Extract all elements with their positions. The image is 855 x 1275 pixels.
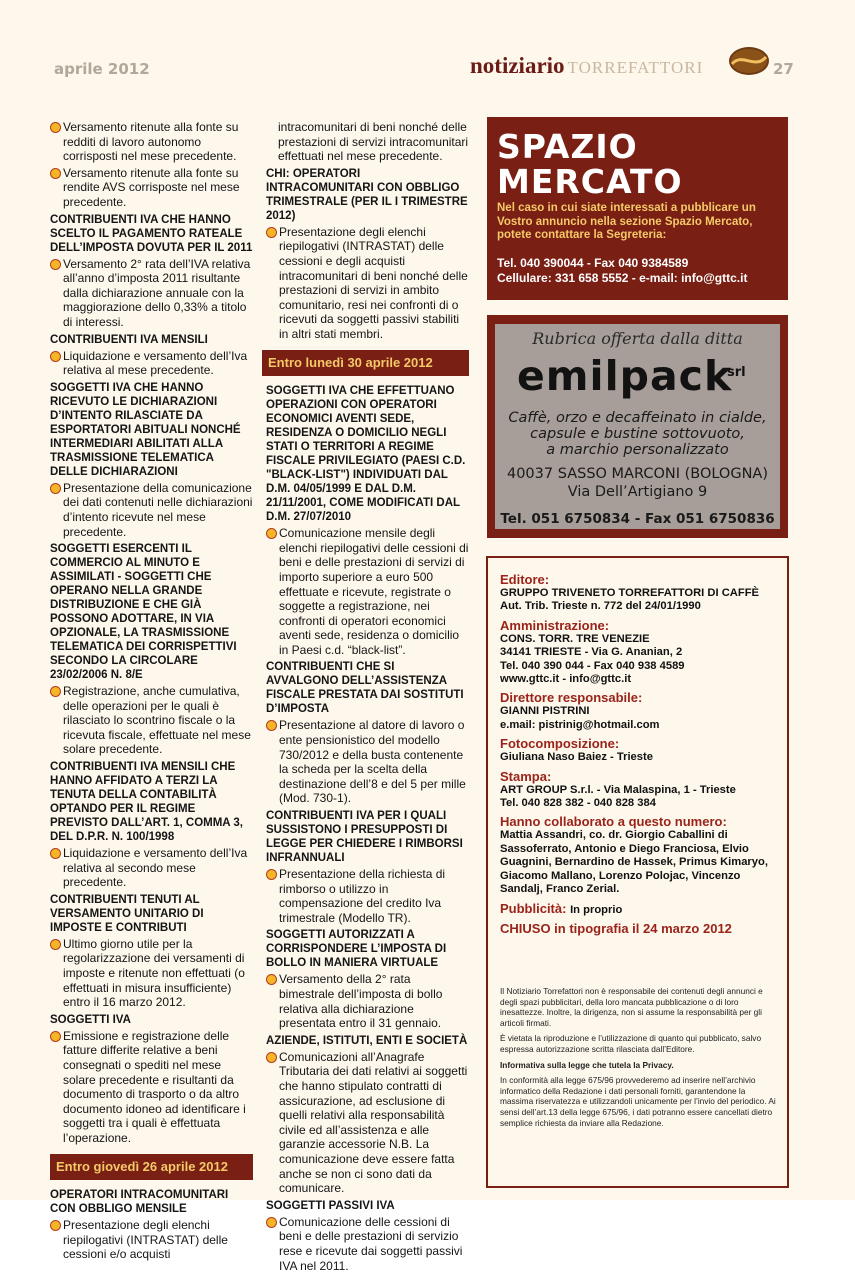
masthead-name: notiziario [470,53,565,78]
bullet-icon [50,168,61,179]
list-item: Comunicazioni all’Anagrafe Tributaria dei dati relativi ai soggetti che hanno stipulato contratti di assicurazione, ad esclusione di quelli relativi alla responsabilità civile ed all’assistenza e alle garanzie accessorie N.B. La comunicazione deve essere fatta anche se non ci sono dati da comunicare. [266,1050,469,1196]
list-item: Presentazione degli elenchi riepilogativi (INTRASTAT) delle cessioni e degli acquisti intracomunitari di beni nonché delle prestazioni di servizi in ambito comunitario, resi nei confronti di o ricevuti da soggetti passivi stabiliti in altri stati membri. [266,225,469,342]
list-item: Registrazione, anche cumulativa, delle operazioni per le quali è rilasciato lo scontrino fiscale o la ricevuta fiscale, effettuate nel mese solare precedente. [50,684,253,757]
bullet-icon [50,351,61,362]
advertisement-frame [487,315,788,538]
list-item: Presentazione della comunicazione dei dati contenuti nelle dichiarazioni d’intento ricevute nel mese precedente. [50,481,253,539]
pubblicita-line: Pubblicità: In proprio [500,900,623,916]
section-heading: SOGGETTI IVA [50,1013,131,1026]
section-heading: SOGGETTI AUTORIZZATI A CORRISPONDERE L’IMPOSTA DI BOLLO IN MANIERA VIRTUALE [266,929,447,970]
ad-phone: Tel. 051 6750834 - Fax 051 6750836 [500,511,775,527]
bullet-icon [50,1220,61,1231]
disclaimer: Il Notiziario Torrefattori non è responsabile dei contenuti degli annunci e degli spazi pubblicitari, della loro mancata pubblicazione o di loro inesattezze. Inoltre, la dirigenza, non si assume la responsabilità per gli articoli firmati. È vietata la riproduzione e l’utilizzazione di quanto qui pubblicato, salvo espressa autorizzazione scritta rilasciata dall’Editore. Informativa sulla legge che tutela la Privacy. In conformità alla legge 675/96 provvederemo ad inserire nell’archivio informatico della Redazione i dati personali forniti, garantendone la massima riservatezza e utilizzandoli unicamente per l’invio del periodico. Ai sensi dell’art.13 della legge 675/96, i dati potranno essere cancellati dietro semplice richiesta da inviare alla Redazione. [500,986,776,1128]
section-heading: CONTRIBUENTI IVA PER I QUALI SUSSISTONO I PRESUPPOSTI DI LEGGE PER CHIEDERE I RIMBORSI INFRANNUALI [266,810,463,865]
section-heading: SOGGETTI ESERCENTI IL COMMERCIO AL MINUTO E ASSIMILATI - SOGGETTI CHE OPERANO NELLA GRANDE DISTRIBUZIONE E CHE GIÀ POSSONO ADOTTARE, IN VIA OPZIONALE, LA TRASMISSIONE TELEMATICA DEI CORRISPETTIVI SECONDO LA CIRCOLARE 23/02/2006 N. 8/E [50,543,237,682]
editore-heading: Editore: [500,572,550,587]
stampa-heading: Stampa: [500,768,552,784]
list-item: Liquidazione e versamento dell’Iva relativa al mese precedente. [50,349,253,378]
list-item: Versamento ritenute alla fonte su redditi di lavoro autonomo corrisposti nel mese precedente. [50,120,253,164]
list-item: Versamento ritenute alla fonte su rendite AVS corrisposte nel mese precedente. [50,166,253,210]
section-heading: CONTRIBUENTI IVA MENSILI [50,333,208,346]
list-item: Versamento 2° rata dell’IVA relativa all’anno d’imposta 2011 risultante dalla dichiarazione annuale con la maggiorazione dello 0,33% a titolo di interessi. [50,257,253,330]
colophon-content: Editore: GRUPPO TRIVENETO TORREFATTORI DI CAFFÈ Aut. Trib. Trieste n. 772 del 24/01/1990 Amministrazione: CONS. TORR. TRE VENEZIE 34141 TRIESTE - Via G. Ananian, 2 Tel. 040 390 044 - Fax 040 938 4589 www.gttc.it - info@gttc.it Direttore responsabile: GIANNI PISTRINI e.mail: pistrinig@hotmail.com Fotocomposizione: Giuliana Naso Baiez - Trieste Stampa: ART GROUP S.r.l. - Via Malaspina, 1 - Trieste Tel. 040 828 382 - 040 828 384 Hanno collaborato a questo numero: Mattia Assandri, co. dr. Giorgio Caballini di Sassoferrato, Antonio e Diego Franciosa, Elvio Guagnini, Bernardino de Hassek, Primus Kimaryo, Giacomo Mallano, Lorenzo Polojac, Vincenzo Sandalj, Franco Zerial. Pubblicità: In proprio CHIUSO in tipografia il 24 marzo 2012 [500,572,782,935]
list-item: Ultimo giorno utile per la regolarizzazione dei versamenti di imposte e ritenute non effettuati (o effettuati in misura insufficiente) entro il 16 marzo 2012. [50,937,253,1010]
bullet-icon [266,227,277,238]
masthead-tag: TORREFATTORI [567,58,704,77]
section-heading: AZIENDE, ISTITUTI, ENTI E SOCIETÀ [266,1034,468,1047]
emilpack-logo: emilpack [517,352,733,400]
column-1 [50,120,253,1264]
colophon-box [486,556,789,1188]
list-item: Presentazione al datore di lavoro o ente pensionistico del modello 730/2012 e della busta contenente la scheda per la scelta della destinazione dell’8 e del 5 per mille (Mod. 730-1). [266,718,469,806]
bullet-icon [50,686,61,697]
deadline-band: Entro giovedì 26 aprile 2012 [50,1154,253,1181]
list-item: Versamento della 2° rata bimestrale dell’imposta di bollo relativa alla dichiarazione presentata entro il 31 gennaio. [266,972,469,1030]
section-heading: CONTRIBUENTI IVA MENSILI CHE HANNO AFFIDATO A TERZI LA TENUTA DELLA CONTABILITÀ OPTANDO PER IL REGIME PREVISTO DALL’ART. 1, COMMA 3, DEL D.P.R. N. 100/1998 [50,761,243,844]
fotocomposizione-heading: Fotocomposizione: [500,736,620,752]
direttore-heading: Direttore responsabile: [500,690,643,706]
spazio-mercato-text: Nel caso in cui siate interessati a pubblicare un Vostro annuncio nella sezione Spazio Mercato, potete contattare la Segreteria: [497,202,756,241]
spazio-mercato-title: SPAZIO MERCATO [497,127,683,201]
spazio-mercato-box [487,117,788,300]
ad-rubric: Rubrica offerta dalla ditta [532,329,743,348]
bullet-icon [50,848,61,859]
list-item: Comunicazione delle cessioni di beni e delle prestazioni di servizio rese e ricevute dai soggetti passivi IVA nel 2011. [266,1215,469,1273]
list-item: Presentazione della richiesta di rimborso o utilizzo in compensazione del credito Iva trimestrale (Modello TR). [266,867,469,925]
coffee-bean-icon [727,44,771,78]
emilpack-logo-srl: srl [727,365,746,380]
bullet-icon [266,869,277,880]
ad-address: 40037 SASSO MARCONI (BOLOGNA) Via Dell’Artigiano 9 [506,466,768,500]
spazio-mercato-contacts: Tel. 040 390044 - Fax 040 9384589 Cellulare: 331 658 5552 - e-mail: info@gttc.it [497,256,748,285]
section-heading: SOGGETTI IVA CHE EFFETTUANO OPERAZIONI CON OPERATORI ECONOMICI AVENTI SEDE, RESIDENZA O DOMICILIO NEGLI STATI O TERRITORI A REGIME FISCALE PRIVILEGIATO (PAESI C.D. "BLACK-LIST") INDIVIDUATI DAL D.M. 04/05/1999 E DAL D.M. 21/11/2001, COME MODIFICATI DAL D.M. 27/07/2010 [266,385,466,524]
continued-text: intracomunitari di beni nonché delle prestazioni di servizi intracomunitari effettuati nel mese precedente. [278,120,469,164]
bullet-icon [50,1031,61,1042]
deadline-band: Entro lunedì 30 aprile 2012 [262,350,469,377]
page-number: 27 [773,60,794,78]
bullet-icon [266,1217,277,1228]
ad-tagline: Caffè, orzo e decaffeinato in cialde, capsule e bustine sottovuoto, a marchio personalizzato [508,410,767,458]
list-item: Comunicazione mensile degli elenchi riepilogativi delle cessioni di beni e delle prestazioni di servizi di importo superiore a euro 500 effettuate e ricevute, registrate o soggette a registrazione, nei confronti di operatori economici aventi sede, residenza o domicilio in Paesi c.d. “black-list”. [266,526,469,657]
collaboratori-heading: Hanno collaborato a questo numero: [500,814,727,830]
list-item: Liquidazione e versamento dell’Iva relativa al secondo mese precedente. [50,846,253,890]
issue-date: aprile 2012 [54,60,150,78]
section-heading: CHI: OPERATORI INTRACOMUNITARI CON OBBLIGO TRIMESTRALE (PER IL I TRIMESTRE 2012) [266,167,468,222]
section-heading: CONTRIBUENTI TENUTI AL VERSAMENTO UNITARIO DI IMPOSTE E CONTRIBUTI [50,893,204,934]
emilpack-advertisement [495,324,780,529]
bullet-icon [50,483,61,494]
chiuso-line: CHIUSO in tipografia il 24 marzo 2012 [500,920,732,936]
bullet-icon [266,974,277,985]
bullet-icon [266,720,277,731]
section-heading: SOGGETTI PASSIVI IVA [266,1199,395,1212]
list-item: Presentazione degli elenchi riepilogativi (INTRASTAT) delle cessioni e/o acquisti [50,1218,253,1262]
section-heading: OPERATORI INTRACOMUNITARI CON OBBLIGO MENSILE [50,1189,229,1216]
section-heading: CONTRIBUENTI IVA CHE HANNO SCELTO IL PAGAMENTO RATEALE DELL’IMPOSTA DOVUTA PER IL 2011 [50,213,253,254]
section-heading: SOGGETTI IVA CHE HANNO RICEVUTO LE DICHIARAZIONI D’INTENTO RILASCIATE DA ESPORTATORI ABITUALI NONCHÉ INTERMEDIARI ABILITATI ALLA TRASMISSIONE TELEMATICA DELLE DICHIARAZIONI [50,381,241,478]
bullet-icon [266,528,277,539]
page-header [0,0,855,110]
bullet-icon [50,259,61,270]
amministrazione-heading: Amministrazione: [500,617,610,633]
bullet-icon [50,122,61,133]
bullet-icon [266,1052,277,1063]
column-2 [266,120,469,1275]
bullet-icon [50,939,61,950]
list-item: Emissione e registrazione delle fatture differite relative a beni consegnati o spediti nel mese solare precedente e risultanti da documento di trasporto o da altro documento idoneo ad identificare i soggetti tra i quali è effettuata l’operazione. [50,1029,253,1146]
section-heading: CONTRIBUENTI CHE SI AVVALGONO DELL’ASSISTENZA FISCALE PRESTATA DAI SOSTITUTI D’IMPOSTA [266,661,464,716]
masthead [470,53,703,83]
